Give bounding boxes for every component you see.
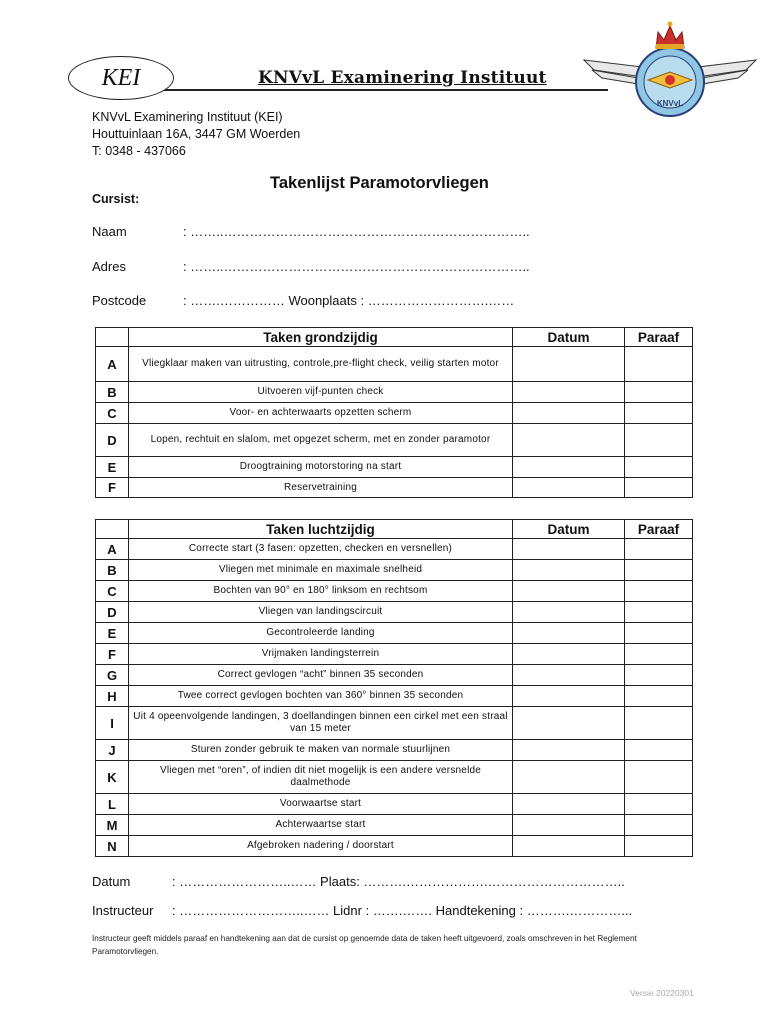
- task-description: Droogtraining motorstoring na start: [129, 457, 513, 478]
- task-letter: J: [96, 740, 129, 761]
- datum-cell[interactable]: [513, 836, 625, 857]
- kei-logo: [68, 56, 174, 100]
- task-description: Gecontroleerde landing: [129, 623, 513, 644]
- table-row: [96, 382, 693, 403]
- paraaf-cell[interactable]: [625, 403, 693, 424]
- task-letter: K: [96, 761, 129, 794]
- datum-cell[interactable]: [513, 644, 625, 665]
- task-description: Voor- en achterwaarts opzetten scherm: [129, 403, 513, 424]
- table-row: [96, 424, 693, 457]
- task-letter: C: [96, 403, 129, 424]
- task-description: Vliegen met minimale en maximale snelheid: [129, 560, 513, 581]
- table-row: [96, 581, 693, 602]
- table-row: [96, 347, 693, 382]
- task-letter: F: [96, 644, 129, 665]
- paraaf-cell[interactable]: [625, 581, 693, 602]
- datum-cell[interactable]: [513, 686, 625, 707]
- task-letter: N: [96, 836, 129, 857]
- footnote: Instructeur geeft middels paraaf en handtekening aan dat de cursist op genoemde data de taken heeft uitgevoerd, zoals omschreven in het Reglement Paramotorvliegen.: [92, 934, 637, 956]
- task-description: Voorwaartse start: [129, 794, 513, 815]
- paraaf-cell[interactable]: [625, 382, 693, 403]
- task-description: Vliegklaar maken van uitrusting, controle,pre-flight check, veilig starten motor: [129, 347, 513, 382]
- datum-cell[interactable]: [513, 403, 625, 424]
- address-line-1: KNVvL Examinering Instituut (KEI): [92, 110, 283, 124]
- naam-field[interactable]: : ……..……………………………………………………………..: [183, 224, 530, 239]
- table-row: [96, 539, 693, 560]
- datum-cell[interactable]: [513, 794, 625, 815]
- task-letter: D: [96, 424, 129, 457]
- task-letter: I: [96, 707, 129, 740]
- paraaf-cell[interactable]: [625, 539, 693, 560]
- paraaf-cell[interactable]: [625, 686, 693, 707]
- address-line-2: Houttuinlaan 16A, 3447 GM Woerden: [92, 127, 301, 141]
- task-description: Uit 4 opeenvolgende landingen, 3 doellandingen binnen een cirkel met een straal van 15 meter: [129, 707, 513, 740]
- air-header-row: [96, 520, 693, 539]
- task-description: Vliegen met “oren”, of indien dit niet mogelijk is een andere versnelde daalmethode: [129, 761, 513, 794]
- task-description: Uitvoeren vijf-punten check: [129, 382, 513, 403]
- address-line-3: T: 0348 - 437066: [92, 144, 186, 158]
- table-row: [96, 707, 693, 740]
- instructeur-label: Instructeur: [92, 903, 154, 918]
- institute-title: KNVvL Examinering Instituut: [258, 68, 547, 88]
- task-description: Correct gevlogen “acht” binnen 35 seconden: [129, 665, 513, 686]
- table-row: [96, 836, 693, 857]
- task-description: Correcte start (3 fasen: opzetten, checken en versnellen): [129, 539, 513, 560]
- paraaf-cell[interactable]: [625, 740, 693, 761]
- ground-tasks-table: [95, 327, 693, 498]
- paraaf-cell[interactable]: [625, 815, 693, 836]
- datum-cell[interactable]: [513, 665, 625, 686]
- datum-cell[interactable]: [513, 560, 625, 581]
- ground-header-row: [96, 328, 693, 347]
- table-row: [96, 644, 693, 665]
- table-row: [96, 403, 693, 424]
- document-title: Takenlijst Paramotorvliegen: [270, 174, 489, 192]
- paraaf-cell[interactable]: [625, 560, 693, 581]
- datum-cell[interactable]: [513, 740, 625, 761]
- letter-header: [96, 520, 129, 539]
- task-letter: B: [96, 560, 129, 581]
- paraaf-cell[interactable]: [625, 665, 693, 686]
- table-row: [96, 686, 693, 707]
- task-description: Lopen, rechtuit en slalom, met opgezet scherm, met en zonder paramotor: [129, 424, 513, 457]
- ground-header: Taken grondzijdig: [129, 328, 513, 347]
- signoff-datum-label: Datum: [92, 874, 131, 889]
- paraaf-cell[interactable]: [625, 478, 693, 498]
- task-description: Vrijmaken landingsterrein: [129, 644, 513, 665]
- air-tasks-table: [95, 519, 693, 857]
- table-row: [96, 794, 693, 815]
- datum-cell[interactable]: [513, 707, 625, 740]
- table-row: [96, 602, 693, 623]
- table-row: [96, 761, 693, 794]
- datum-cell[interactable]: [513, 424, 625, 457]
- paraaf-cell[interactable]: [625, 836, 693, 857]
- table-row: [96, 665, 693, 686]
- task-description: Bochten van 90° en 180° linksom en rechtsom: [129, 581, 513, 602]
- task-letter: B: [96, 382, 129, 403]
- task-letter: H: [96, 686, 129, 707]
- adres-field[interactable]: : ……..……………………………………………………………..: [183, 259, 530, 274]
- datum-cell[interactable]: [513, 457, 625, 478]
- paraaf-header: Paraaf: [625, 328, 693, 347]
- postcode-label: Postcode: [92, 293, 147, 308]
- paraaf-cell[interactable]: [625, 457, 693, 478]
- datum-cell[interactable]: [513, 815, 625, 836]
- table-row: [96, 560, 693, 581]
- datum-cell[interactable]: [513, 478, 625, 498]
- task-letter: A: [96, 347, 129, 382]
- task-letter: A: [96, 539, 129, 560]
- task-letter: G: [96, 665, 129, 686]
- paraaf-cell[interactable]: [625, 644, 693, 665]
- task-letter: C: [96, 581, 129, 602]
- emblem-text: KNVvL: [656, 99, 684, 108]
- paraaf-cell[interactable]: [625, 761, 693, 794]
- task-description: Afgebroken nadering / doorstart: [129, 836, 513, 857]
- table-row: [96, 623, 693, 644]
- paraaf-cell[interactable]: [625, 602, 693, 623]
- task-letter: F: [96, 478, 129, 498]
- knvvl-emblem-icon: [580, 14, 760, 120]
- table-row: [96, 740, 693, 761]
- letter-header: [96, 328, 129, 347]
- task-letter: L: [96, 794, 129, 815]
- paraaf-cell[interactable]: [625, 424, 693, 457]
- adres-label: Adres: [92, 259, 126, 274]
- task-letter: E: [96, 457, 129, 478]
- task-description: Achterwaartse start: [129, 815, 513, 836]
- cursist-label: Cursist:: [92, 192, 140, 206]
- task-description: Reservetraining: [129, 478, 513, 498]
- table-row: [96, 457, 693, 478]
- paraaf-cell[interactable]: [625, 347, 693, 382]
- datum-cell[interactable]: [513, 602, 625, 623]
- postcode-woonplaats-field[interactable]: : …….…………… Woonplaats : ……………………….……: [183, 293, 515, 308]
- datum-cell[interactable]: [513, 761, 625, 794]
- header-rule: [120, 89, 608, 91]
- kei-logo-text: KEI: [101, 64, 141, 91]
- datum-header: Datum: [513, 328, 625, 347]
- task-description: Twee correct gevlogen bochten van 360° binnen 35 seconden: [129, 686, 513, 707]
- paraaf-header: Paraaf: [625, 520, 693, 539]
- paraaf-cell[interactable]: [625, 623, 693, 644]
- paraaf-cell[interactable]: [625, 707, 693, 740]
- datum-header: Datum: [513, 520, 625, 539]
- datum-cell[interactable]: [513, 539, 625, 560]
- datum-cell[interactable]: [513, 623, 625, 644]
- table-row: [96, 478, 693, 498]
- task-letter: M: [96, 815, 129, 836]
- signoff-datum-plaats-field[interactable]: : ……………………..…… Plaats: ……….……………….…………………………..: [172, 874, 625, 889]
- datum-cell[interactable]: [513, 581, 625, 602]
- naam-label: Naam: [92, 224, 127, 239]
- task-description: Vliegen van landingscircuit: [129, 602, 513, 623]
- datum-cell[interactable]: [513, 382, 625, 403]
- table-row: [96, 815, 693, 836]
- task-description: Sturen zonder gebruik te maken van normale stuurlijnen: [129, 740, 513, 761]
- instructeur-field[interactable]: : ………………………..…… Lidnr : …….……. Handtekening : ……….…………...: [172, 903, 633, 918]
- datum-cell[interactable]: [513, 347, 625, 382]
- task-letter: D: [96, 602, 129, 623]
- version-label: Versie 20220301: [630, 988, 694, 998]
- air-header: Taken luchtzijdig: [129, 520, 513, 539]
- task-letter: E: [96, 623, 129, 644]
- paraaf-cell[interactable]: [625, 794, 693, 815]
